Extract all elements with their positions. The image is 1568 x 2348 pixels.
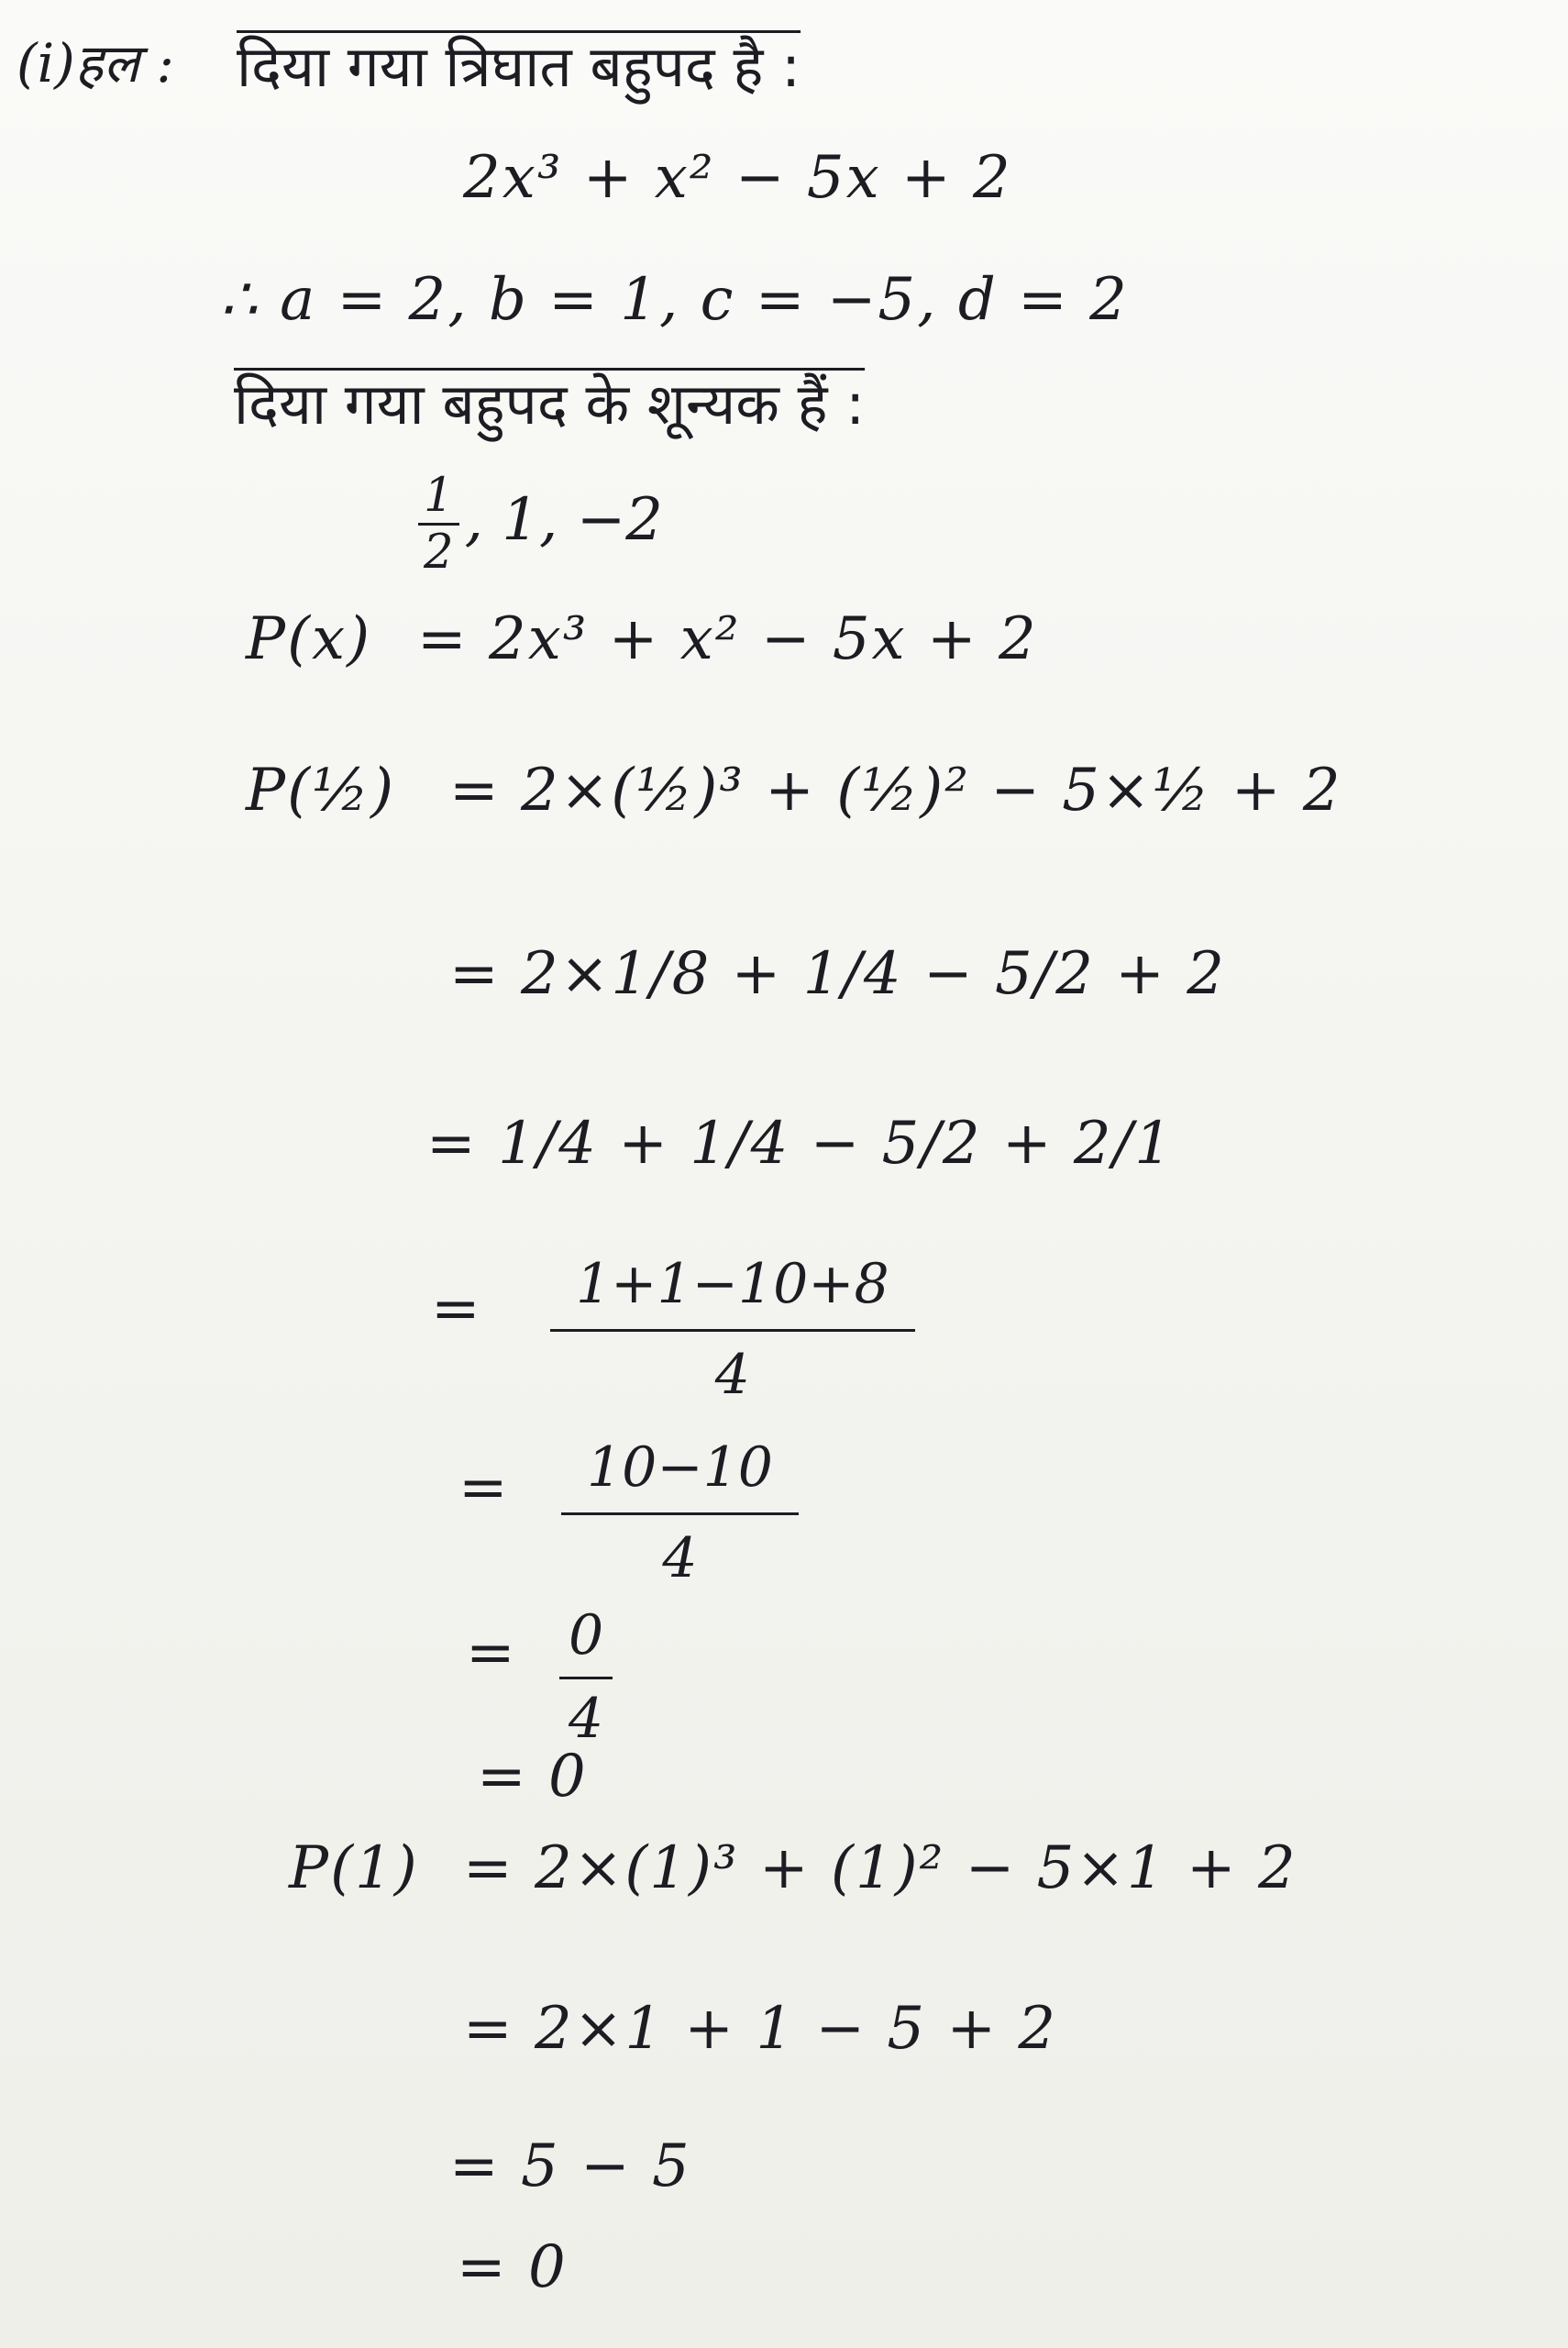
step-6: = 0 [477,1743,588,1811]
step-3-fraction [550,1252,915,1407]
step-2: = 1/4 + 1/4 − 5/2 + 2/1 [426,1110,1174,1178]
p-half-rhs: = 2×(½)³ + (½)² − 5×½ + 2 [449,757,1342,825]
zeros-line [413,468,664,581]
p-half-lhs: P(½) [246,757,396,825]
p-x-rhs: = 2x³ + x² − 5x + 2 [417,605,1038,673]
solution-label [17,32,174,94]
solution-label-text: (i)हल : [17,32,174,94]
zeros-heading: दिया गया बहुपद के शून्यक हैं : [234,371,866,437]
step-5-den: 4 [569,1687,604,1751]
step-4-den: 4 [662,1526,698,1590]
half-fraction [418,468,459,581]
step-5-equals: = [466,1619,515,1687]
step-1: = 2×1/8 + 1/4 − 5/2 + 2 [449,940,1226,1008]
step-3-den: 4 [714,1343,750,1407]
half-fraction-den: 2 [424,525,454,581]
step-4-equals: = [458,1454,508,1522]
step-3-equals: = [431,1275,480,1343]
step-7: = 2×1 + 1 − 5 + 2 [463,1995,1058,2063]
p-one-rhs: = 2×(1)³ + (1)² − 5×1 + 2 [463,1834,1297,1902]
step-8: = 5 − 5 [449,2132,691,2200]
heading-text: दिया गया त्रिघात बहुपद है : [237,33,801,100]
half-fraction-num: 1 [418,472,459,526]
step-4-num: 10−10 [561,1435,799,1515]
p-x-lhs: P(x) [246,605,372,673]
coefficients-line: ∴ a = 2, b = 1, c = −5, d = 2 [220,266,1129,334]
step-9: = 0 [457,2233,568,2301]
step-4-fraction [561,1435,799,1590]
p-one-lhs: P(1) [289,1834,419,1902]
step-3-num: 1+1−10+8 [550,1252,915,1332]
zeros-rest: , 1, −2 [464,486,664,555]
step-5-fraction [559,1603,613,1751]
polynomial-line: 2x³ + x² − 5x + 2 [463,144,1012,212]
step-5-num: 0 [559,1603,613,1679]
